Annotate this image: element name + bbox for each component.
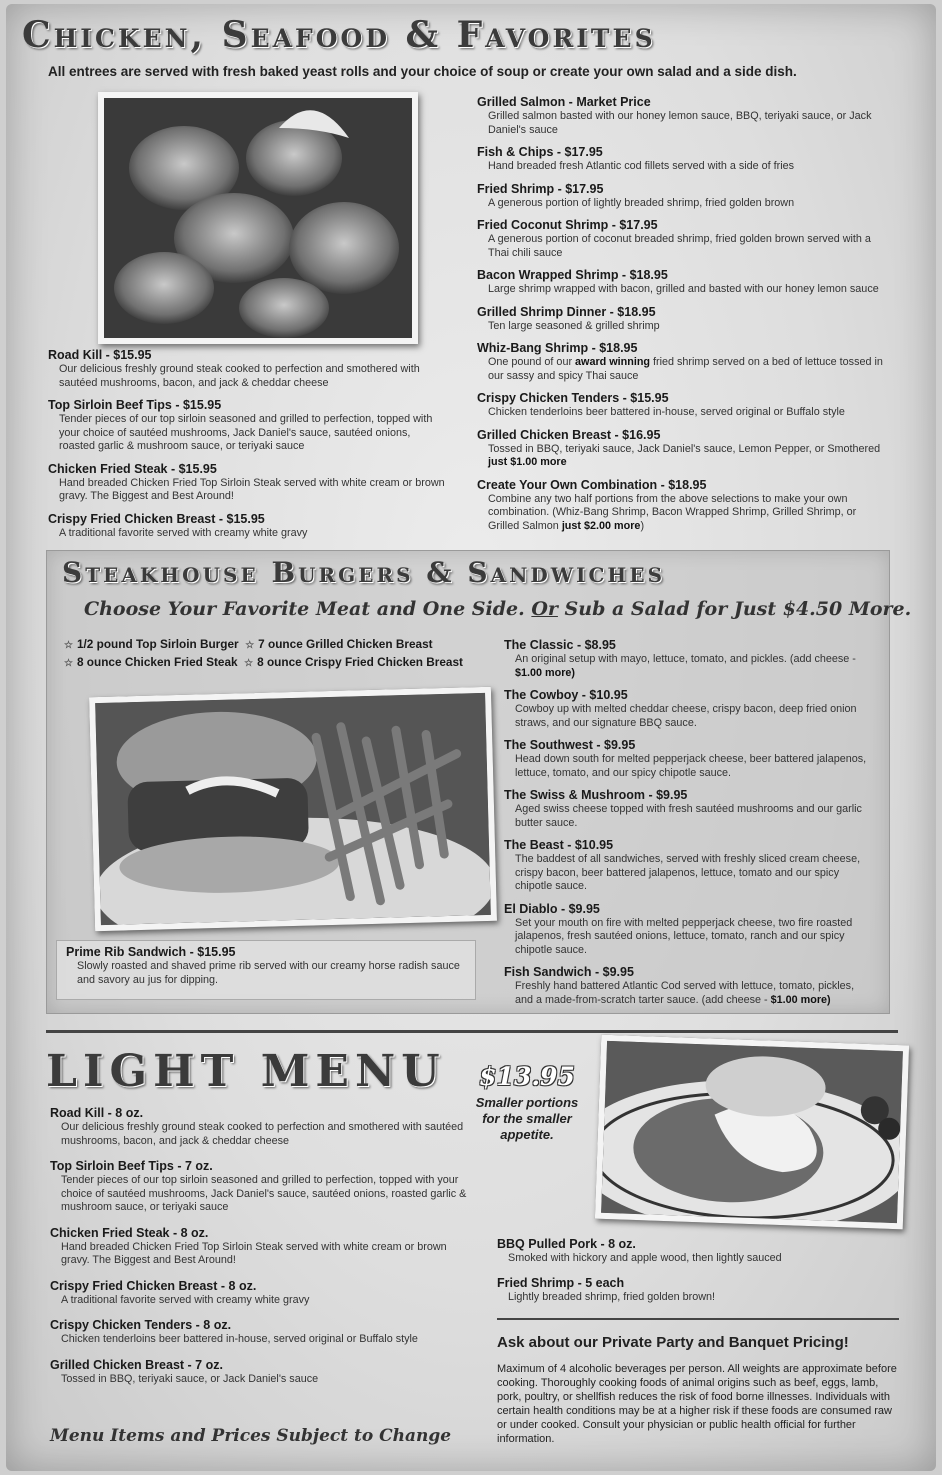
item-title: Crispy Chicken Tenders - 8 oz.	[50, 1318, 232, 1332]
item-desc: Tender pieces of our top sirloin seasoned and grilled to perfection, topped with your choice of sautéed mushrooms, Jack Daniel's sauce, sautéed onions, roasted garlic & mushroom sauce, or teriyaki sauce	[59, 413, 433, 452]
menu-item	[497, 1276, 887, 1305]
item-title: The Swiss & Mushroom - $9.95	[504, 788, 688, 802]
item-desc: Grilled salmon basted with our honey lemon sauce, BBQ, teriyaki sauce, or Jack Daniel's sauce	[488, 110, 872, 136]
item-desc: Lightly breaded shrimp, fried golden brown!	[508, 1290, 716, 1303]
section-title-burgers: Steakhouse Burgers & Sandwiches	[62, 556, 666, 589]
item-title: Fried Shrimp - 5 each	[497, 1275, 625, 1290]
item-desc: Combine any two half portions from the above selections to make your own combination. (Whiz-Bang Shrimp, Bacon Wrapped Shrimp, Grilled Shrimp, or Grilled Salmon just $2.00 more)	[488, 492, 857, 532]
star-icon: ☆	[245, 640, 255, 651]
notice-divider	[497, 1318, 899, 1320]
menu-item	[48, 462, 448, 504]
menu-item	[477, 95, 887, 137]
entree-note: All entrees are served with fresh baked yeast rolls and your choice of soup or create your own salad and a side dish.	[48, 64, 797, 79]
menu-item	[50, 1106, 470, 1148]
meat-row: ☆ 1/2 pound Top Sirloin Burger ☆ 7 ounce Grilled Chicken Breast	[64, 637, 433, 651]
menu-item	[504, 965, 870, 1007]
item-title: Grilled Chicken Breast - $16.95	[477, 427, 661, 442]
health-disclaimer: Maximum of 4 alcoholic beverages per person. All weights are approximate before cooking. Thoroughly cooking foods of animal origins such as beef, eggs, lamb, pork, poultry, or shellfish reduces the risk of food borne illnesses. Individuals with certain health conditions may be at a higher risk if these foods are consumed raw or under cooked. Consult your physician or public health official for further information.	[497, 1363, 897, 1445]
menu-item	[50, 1159, 470, 1215]
item-title: The Classic - $8.95	[504, 638, 616, 652]
item-desc: Aged swiss cheese topped with fresh sautéed mushrooms and our garlic butter sauce.	[515, 803, 862, 829]
item-desc: Smoked with hickory and apple wood, then lightly sauced	[508, 1252, 782, 1264]
item-desc: Tender pieces of our top sirloin seasoned and grilled to perfection, topped with your choice of sautéed mushrooms, Jack Daniel's sauce, sautéed onions, roasted garlic & mushroom sauce, or teriyaki sauce	[61, 1174, 467, 1213]
item-title: Fried Coconut Shrimp - $17.95	[477, 218, 658, 232]
menu-item	[66, 945, 466, 987]
item-title: Chicken Fried Steak - 8 oz.	[50, 1225, 209, 1240]
item-title: El Diablo - $9.95	[504, 901, 600, 916]
menu-item	[477, 182, 887, 211]
item-title: Crispy Fried Chicken Breast - $15.95	[48, 511, 265, 526]
banquet-heading: Ask about our Private Party and Banquet Pricing!	[497, 1334, 849, 1351]
item-title: The Cowboy - $10.95	[504, 688, 628, 702]
section-title-chicken-seafood: Chicken, Seafood & Favorites	[22, 14, 656, 56]
menu-item	[504, 788, 870, 830]
item-desc: Hand breaded fresh Atlantic cod fillets served with a side of fries	[488, 160, 795, 172]
chicken-fried-steak-photo	[595, 1035, 909, 1230]
item-title: Road Kill - 8 oz.	[50, 1106, 144, 1120]
item-title: Crispy Fried Chicken Breast - 8 oz.	[50, 1278, 257, 1293]
item-desc: Chicken tenderloins beer battered in-house, served original or Buffalo style	[61, 1333, 418, 1345]
item-desc: One pound of our award winning fried shrimp served on a bed of lettuce tossed in our sassy and spicy Thai sauce	[488, 356, 883, 382]
item-desc: Chicken tenderloins beer battered in-house, served original or Buffalo style	[488, 406, 845, 418]
item-title: Road Kill - $15.95	[48, 348, 152, 362]
item-title: Grilled Shrimp Dinner - $18.95	[477, 304, 656, 319]
menu-item	[504, 638, 870, 680]
item-title: Grilled Chicken Breast - 7 oz.	[50, 1357, 223, 1372]
menu-item	[50, 1358, 470, 1387]
shrimp-photo	[98, 92, 418, 344]
menu-item	[50, 1318, 470, 1347]
prime-rib-item	[66, 945, 466, 995]
item-title: The Southwest - $9.95	[504, 738, 636, 752]
item-title: BBQ Pulled Pork - 8 oz.	[497, 1237, 636, 1251]
item-desc: An original setup with mayo, lettuce, tomato, and pickles. (add cheese - $1.00 more)	[515, 653, 856, 679]
item-desc: Ten large seasoned & grilled shrimp	[488, 319, 660, 332]
item-title: Top Sirloin Beef Tips - 7 oz.	[50, 1159, 213, 1173]
menu-item	[477, 478, 887, 534]
section-title-light-menu: LIGHT MENU	[46, 1046, 446, 1097]
item-desc: Hand breaded Chicken Fried Top Sirloin Steak served with white cream or brown gravy. The Biggest and Best Around!	[61, 1240, 447, 1266]
menu-item	[477, 341, 887, 383]
item-title: Fish & Chips - $17.95	[477, 145, 603, 159]
burger-photo	[89, 687, 497, 931]
light-right-list	[497, 1237, 887, 1312]
item-desc: Our delicious freshly ground steak cooked to perfection and smothered with sautéed mushrooms, bacon, and jack & cheddar cheese	[59, 363, 420, 389]
light-left-list	[50, 1106, 470, 1394]
meat-row: ☆ 8 ounce Chicken Fried Steak ☆ 8 ounce Crispy Fried Chicken Breast	[64, 655, 463, 669]
menu-item	[497, 1237, 887, 1266]
menu-item	[504, 688, 870, 730]
item-title: Fried Shrimp - $17.95	[477, 181, 604, 196]
menu-item	[50, 1279, 470, 1308]
item-desc: Slowly roasted and shaved prime rib served with our creamy horse radish sauce and savory au jus for dipping.	[77, 960, 460, 986]
menu-item	[477, 428, 887, 470]
chicken-left-list	[48, 348, 448, 548]
badge-text: Smaller portions for the smaller appetite.	[475, 1095, 579, 1142]
item-desc: Set your mouth on fire with melted pepperjack cheese, two fire roasted jalapenos, fresh sautéed onions, lettuce, tomato, ranch and our spicy chipotle sauce.	[515, 916, 853, 956]
item-title: Bacon Wrapped Shrimp - $18.95	[477, 268, 668, 282]
item-desc: A traditional favorite served with creamy white gravy	[59, 526, 308, 539]
star-icon: ☆	[244, 658, 254, 669]
item-desc: Large shrimp wrapped with bacon, grilled and basted with our honey lemon sauce	[488, 283, 879, 295]
item-title: Grilled Salmon - Market Price	[477, 95, 651, 109]
item-title: Crispy Chicken Tenders - $15.95	[477, 391, 669, 405]
section-divider	[46, 1030, 898, 1033]
item-title: Fish Sandwich - $9.95	[504, 965, 634, 979]
star-icon: ☆	[64, 658, 73, 669]
item-desc: Head down south for melted pepperjack cheese, beer battered jalapenos, lettuce, tomato, and our spicy chipotle sauce.	[515, 753, 867, 779]
item-desc: Tossed in BBQ, teriyaki sauce, or Jack Daniel's sauce	[61, 1372, 319, 1385]
item-desc: Freshly hand battered Atlantic Cod served with lettuce, tomato, pickles, and a made-from-scratch tarter sauce. (add cheese - $1.00 more)	[515, 980, 855, 1006]
menu-item	[477, 268, 887, 297]
menu-item	[48, 348, 448, 390]
burger-list	[504, 638, 870, 1015]
star-icon: ☆	[64, 640, 73, 651]
item-title: Chicken Fried Steak - $15.95	[48, 461, 217, 476]
menu-item	[477, 218, 887, 260]
price-change-note: Menu Items and Prices Subject to Change	[50, 1426, 452, 1446]
menu-item	[504, 838, 870, 894]
chicken-right-list	[477, 95, 887, 541]
menu-item	[504, 738, 870, 780]
item-desc: A generous portion of coconut breaded shrimp, fried golden brown served with a Thai chili sauce	[488, 233, 871, 259]
menu-item	[48, 398, 448, 454]
item-desc: Tossed in BBQ, teriyaki sauce, Jack Daniel's sauce, Lemon Pepper, or Smothered just $1.00 more	[488, 442, 881, 468]
item-desc: A traditional favorite served with creamy white gravy	[61, 1293, 310, 1306]
menu-item	[504, 902, 870, 958]
item-title: Create Your Own Combination - $18.95	[477, 477, 707, 492]
menu-item	[477, 305, 887, 334]
menu-item	[477, 145, 887, 174]
item-title: The Beast - $10.95	[504, 838, 614, 852]
item-desc: The baddest of all sandwiches, served with freshly sliced cream cheese, crispy bacon, beer battered jalapenos, lettuce, tomato and our spicy chipotle sauce.	[515, 853, 861, 892]
light-menu-badge	[468, 1062, 586, 1182]
item-desc: A generous portion of lightly breaded shrimp, fried golden brown	[488, 196, 795, 209]
menu-item	[477, 391, 887, 420]
item-desc: Cowboy up with melted cheddar cheese, crispy bacon, deep fried onion straws, and our signature BBQ sauce.	[515, 703, 857, 729]
item-title: Whiz-Bang Shrimp - $18.95	[477, 341, 638, 355]
item-desc: Our delicious freshly ground steak cooked to perfection and smothered with sautéed mushrooms, bacon, and jack & cheddar cheese	[61, 1121, 464, 1147]
item-desc: Hand breaded Chicken Fried Top Sirloin Steak served with white cream or brown gravy. The Biggest and Best Around!	[59, 476, 445, 502]
item-title: Top Sirloin Beef Tips - $15.95	[48, 398, 222, 412]
badge-price: $13.95	[479, 1062, 575, 1091]
item-title: Prime Rib Sandwich - $15.95	[66, 945, 236, 959]
menu-item	[50, 1226, 470, 1268]
burger-tagline: Choose Your Favorite Meat and One Side. Or Sub a Salad for Just $4.50 More.	[84, 598, 912, 620]
menu-item	[48, 512, 448, 541]
meat-options	[64, 636, 463, 672]
